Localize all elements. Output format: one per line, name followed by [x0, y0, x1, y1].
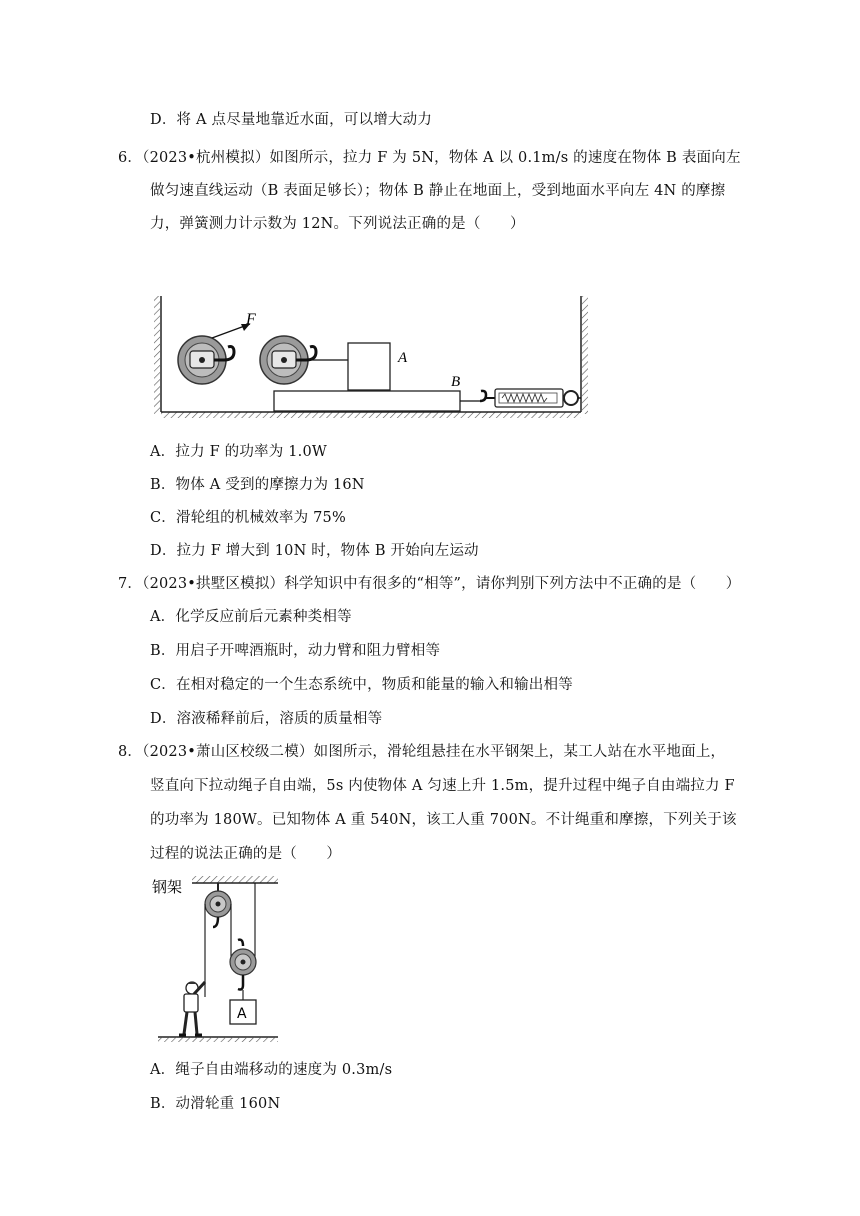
spring-scale — [460, 389, 581, 407]
q8-stem-line-4: 过程的说法正确的是（ ） — [150, 846, 342, 862]
q7-option-b: B．用启子开啤酒瓶时，动力臂和阻力臂相等 — [150, 643, 441, 659]
q6-stem-line-3: 力，弹簧测力计示数为 12N。下列说法正确的是（ ） — [150, 216, 525, 232]
q7-stem-line-1: 7．（2023•拱墅区模拟）科学知识中有很多的“相等”，请你判别下列方法中不正确的是（ ） — [118, 576, 741, 592]
left-wall — [154, 296, 160, 414]
q7-option-a: A．化学反应前后元素种类相等 — [150, 609, 352, 625]
q8-stem-line-1: 8．（2023•萧山区校级二模）如图所示，滑轮组悬挂在水平钢架上，某工人站在水平地面上， — [118, 744, 726, 760]
ceiling — [192, 876, 278, 883]
label-steel-frame: 钢架 — [152, 878, 183, 896]
q8-option-a: A．绳子自由端移动的速度为 0.3m/s — [150, 1062, 393, 1078]
q6-option-d: D．拉力 F 增大到 10N 时，物体 B 开始向左运动 — [150, 543, 479, 559]
q7-option-c: C．在相对稳定的一个生态系统中，物质和能量的输入和输出相等 — [150, 677, 573, 693]
label-a: A — [237, 1006, 247, 1022]
block-a — [348, 343, 390, 390]
label-b: B — [451, 374, 461, 390]
q5-option-d: D．将 A 点尽量地靠近水面，可以增大动力 — [150, 112, 433, 128]
q8-stem-line-2: 竖直向下拉动绳子自由端，5s 内使物体 A 匀速上升 1.5m，提升过程中绳子自由端拉力 F — [150, 778, 735, 794]
q7-option-d: D．溶液稀释前后，溶质的质量相等 — [150, 711, 383, 727]
block-b — [274, 391, 460, 411]
q6-stem-line-2: 做匀速直线运动（B 表面足够长）；物体 B 静止在地面上，受到地面水平向左 4N 的摩擦 — [150, 183, 726, 199]
label-f: F — [246, 311, 256, 328]
movable-pulley — [230, 940, 256, 1000]
fixed-pulley — [205, 883, 231, 927]
q8-pulley-figure — [150, 872, 285, 1044]
q6-stem-line-1: 6．（2023•杭州模拟）如图所示，拉力 F 为 5N，物体 A 以 0.1m/s 的速度在物体 B 表面向左 — [118, 150, 741, 166]
worker-figure — [179, 982, 205, 1036]
pulley-1 — [178, 336, 234, 384]
q6-pulley-figure — [150, 290, 595, 418]
q6-option-a: A．拉力 F 的功率为 1.0W — [150, 444, 328, 460]
q6-option-c: C．滑轮组的机械效率为 75% — [150, 510, 346, 526]
right-wall — [582, 296, 588, 414]
q8-stem-line-3: 的功率为 180W。已知物体 A 重 540N，该工人重 700N。不计绳重和摩擦，下列关于该 — [150, 812, 737, 828]
floor — [161, 412, 581, 418]
q6-option-b: B．物体 A 受到的摩擦力为 16N — [150, 477, 365, 493]
label-a: A — [398, 350, 408, 366]
q8-option-b: B．动滑轮重 160N — [150, 1096, 281, 1112]
